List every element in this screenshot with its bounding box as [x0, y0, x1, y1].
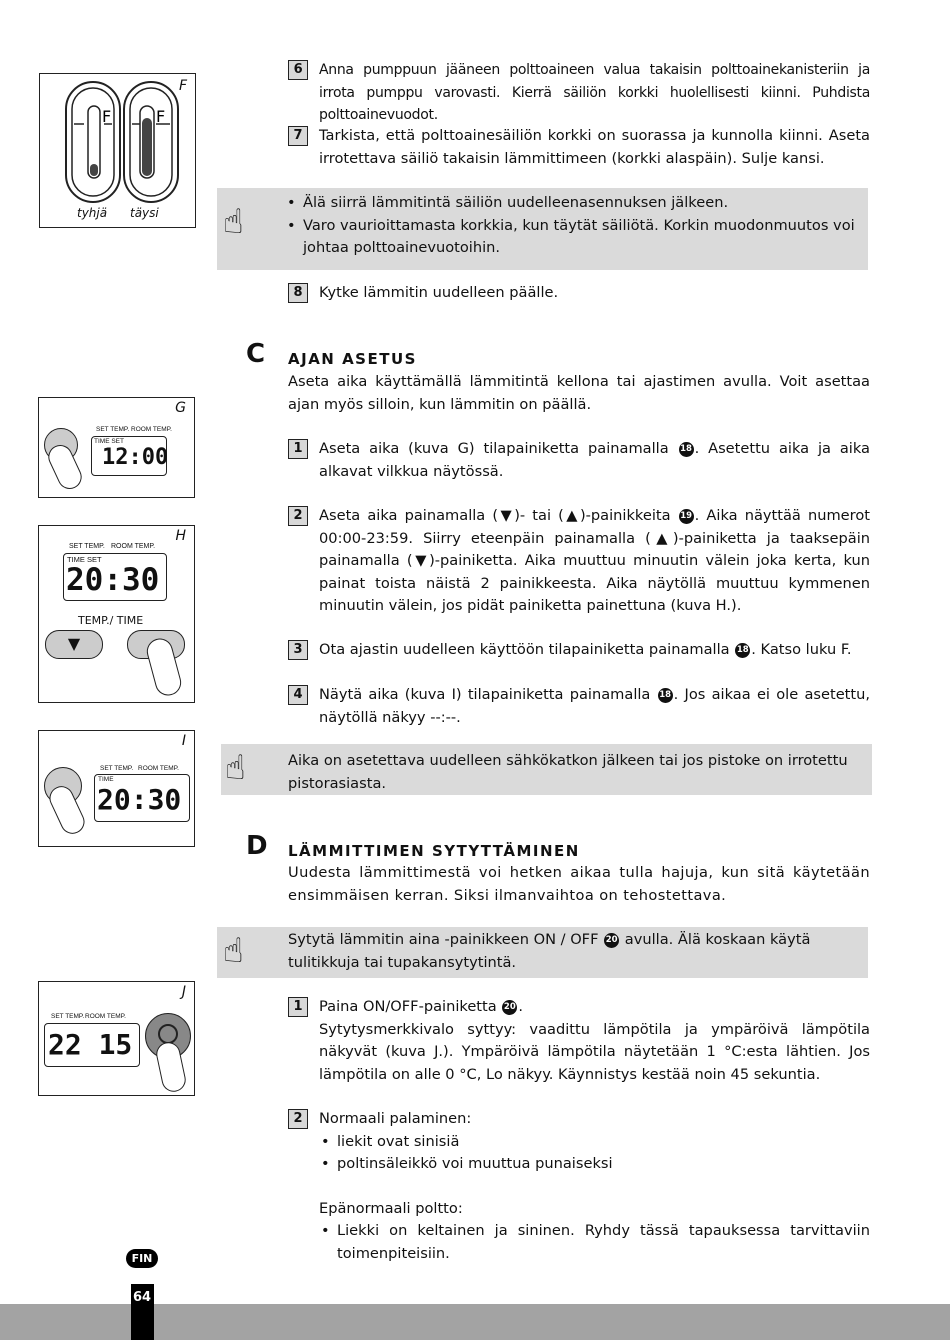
finger-icon — [46, 782, 89, 837]
figure-label: J — [181, 984, 186, 1000]
step-d2 — [288, 1108, 870, 1265]
warning-note — [217, 188, 868, 270]
abnormal-list — [319, 1220, 870, 1265]
step-text: . Jos aikaa ei ole asetettu, näytöllä näkyy --:--. — [319, 686, 871, 726]
figure-i — [38, 730, 195, 847]
finger-icon — [44, 441, 85, 493]
section-intro: Uudesta lämmittimestä voi hetken aikaa tulla hajuja, kun sitä käytetään ensimmäisen kerran. Siksi ilmanvaihtoa on tehostettava. — [288, 864, 870, 904]
set-temp-label: SET TEMP. — [69, 543, 105, 550]
fuel-gauge-illustration — [58, 76, 188, 204]
room-temp-label: ROOM TEMP. — [85, 1013, 126, 1020]
button-18-icon: 18 — [679, 442, 694, 457]
svg-text:F: F — [156, 107, 166, 126]
step-text: Näytä aika (kuva I) tilapainiketta painamalla — [319, 686, 657, 703]
step-8 — [288, 282, 870, 305]
step-number: 2 — [288, 506, 308, 526]
page-number: 64 — [133, 1290, 152, 1305]
step-text: Aseta aika (kuva G) tilapainiketta painamalla — [319, 440, 678, 457]
abnormal-title: Epänormaali poltto: — [319, 1199, 463, 1217]
note-text: Aika on asetettava uudelleen sähkökatkon jälkeen tai jos pistoke on irrotettu pistorasiasta. — [288, 752, 848, 792]
step-text: Tarkista, että polttoainesäiliön korkki on suorassa ja kunnolla kiinni. Aseta irrotettava säiliö takaisin lämmittimeen (korkki alaspäin). Sulje kansi. — [319, 127, 870, 167]
figure-label: H — [175, 528, 186, 544]
full-label: täysi — [130, 206, 159, 220]
list-item: • Liekki on keltainen ja sininen. Ryhdy tässä tapauksessa tarvittaviin toimenpiteisiin. — [319, 1220, 870, 1265]
step-text: . Katso luku F. — [751, 641, 852, 658]
normal-list — [319, 1131, 870, 1176]
step-d1: 1 Paina ON/OFF-painiketta 20 . Sytytysmerkkivalo syttyy: vaadittu lämpötila ja ympäröivä lämpötila näkyvät (kuva J.). Ympäröivä lämpötila näytetään 1 °C:esta lähtien. Jos lämpötila on alle 0 °C, Lo näkyy. Käynnistys kestää noin 45 sekuntia. — [288, 996, 870, 1086]
svg-text:F: F — [102, 107, 112, 126]
figure-label: I — [181, 733, 186, 749]
step-text: Ota ajastin uudelleen käyttöön tilapainiketta painamalla — [319, 641, 735, 658]
room-temp-label: ROOM TEMP. — [138, 765, 179, 772]
step-number: 2 — [288, 1109, 308, 1129]
button-18-icon: 18 — [735, 643, 750, 658]
step-number: 1 — [288, 997, 308, 1017]
step-number: 3 — [288, 640, 308, 660]
step-text: Anna pumppuun jääneen polttoaineen valua takaisin polttoainekanisteriin ja irrota pumppu varovasti. Kierrä säiliön korkki huolellisesti kiinni. Puhdista polttoainevuodot. — [319, 62, 870, 123]
set-temp-label: SET TEMP. — [96, 426, 130, 433]
step-text: Normaali palaminen: — [319, 1110, 472, 1127]
temp-time-label: TEMP./ TIME — [78, 614, 144, 627]
list-item: • Varo vaurioittamasta korkkia, kun täytät säiliötä. Korkin muodonmuutos voi johtaa polttoainevuotoihin. — [285, 215, 863, 260]
button-19-icon: 19 — [679, 509, 694, 524]
figure-label: F — [178, 78, 187, 94]
figure-j — [38, 981, 195, 1096]
step-text: Kytke lämmitin uudelleen päälle. — [319, 284, 559, 301]
display-screen — [91, 436, 167, 476]
step-c2 — [288, 505, 870, 618]
step-c3 — [288, 639, 870, 662]
temperature-display: 22 15 — [48, 1028, 133, 1061]
list-item: • poltinsäleikkö voi muuttua punaiseksi — [319, 1153, 870, 1176]
figure-label: G — [175, 400, 186, 416]
step-number: 8 — [288, 283, 308, 303]
section-intro: Aseta aika käyttämällä lämmitintä kellona tai ajastimen avulla. Voit asettaa ajan myös silloin, kun lämmitin on päällä. — [288, 373, 870, 413]
info-note — [221, 744, 872, 795]
step-body: Sytytysmerkkivalo syttyy: vaadittu lämpötila ja ympäröivä lämpötila näkyvät (kuva J.). Ympäröivä lämpötila näytetään 1 °C:esta lähtien. Jos lämpötila on alle 0 °C, Lo näkyy. Käynnistys kestää noin 45 sekuntia. — [319, 1020, 870, 1083]
step-text: . Aika näyttää numerot 00:00-23:59. Siirry eteenpäin painamalla (▲)-painiketta ja taaksepäin painamalla (▼)-painiketta. Aika muuttuu minuutin välein joka kerta, kun painat toista näistä 2 painikkeesta. Aika näytöllä muuttuu kymmenen minuutin välein, jos pidät painiketta painettuna (kuva H.). — [319, 507, 870, 614]
step-number: 1 — [288, 439, 308, 459]
figure-h — [38, 525, 195, 703]
list-item: • Älä siirrä lämmitintä säiliön uudelleenasennuksen jälkeen. — [285, 192, 863, 215]
note-text: Sytytä lämmitin aina -painikkeen ON / OFF 20 avulla. Älä koskaan käytä tulitikkuja tai tupakansytytintä. — [288, 931, 811, 971]
power-icon — [158, 1024, 178, 1044]
step-number: 4 — [288, 685, 308, 705]
button-20-icon: 20 — [502, 1000, 517, 1015]
step-6 — [288, 59, 870, 127]
figure-g — [38, 397, 195, 498]
hand-pointer-icon: ☝ — [223, 202, 244, 242]
display-screen — [94, 774, 190, 822]
step-c1 — [288, 438, 870, 483]
section-letter: D — [246, 831, 268, 861]
button-18-icon: 18 — [658, 688, 673, 703]
time-label: TIME — [98, 776, 114, 783]
section-title: LÄMMITTIMEN SYTYTTÄMINEN — [288, 842, 580, 860]
time-display: 20:30 — [97, 783, 182, 816]
language-badge: FIN — [126, 1249, 158, 1268]
section-letter: C — [246, 339, 266, 369]
empty-label: tyhjä — [77, 206, 108, 220]
room-temp-label: ROOM TEMP. — [111, 543, 156, 550]
display-screen — [63, 553, 167, 601]
figure-f — [39, 73, 196, 228]
warning-list — [285, 192, 863, 260]
step-7 — [288, 125, 870, 170]
spacer — [319, 1176, 870, 1198]
info-note — [217, 927, 868, 978]
step-number: 7 — [288, 126, 308, 146]
step-text: Aseta aika painamalla (▼)- tai (▲)-painikkeita — [319, 507, 678, 524]
step-text: . Asetettu aika ja aika alkavat vilkkua näytössä. — [319, 440, 871, 480]
set-temp-label: SET TEMP. — [100, 765, 134, 772]
hand-pointer-icon: ☝ — [225, 748, 246, 788]
section-title: AJAN ASETUS — [288, 350, 417, 368]
button-20-icon: 20 — [604, 933, 619, 948]
time-set-label: TIME SET — [94, 438, 124, 445]
time-set-label: TIME SET — [67, 555, 102, 564]
display-screen — [44, 1023, 140, 1067]
time-display: 12:00 — [102, 445, 169, 470]
hand-pointer-icon: ☝ — [223, 931, 244, 971]
step-c4 — [288, 684, 870, 729]
step-text: Paina ON/OFF-painiketta — [319, 998, 502, 1015]
list-item: • liekit ovat sinisiä — [319, 1131, 870, 1154]
time-display: 20:30 — [66, 562, 160, 598]
step-number: 6 — [288, 60, 308, 80]
set-temp-label: SET TEMP. — [51, 1013, 85, 1020]
room-temp-label: ROOM TEMP. — [131, 426, 172, 433]
down-button: ▼ — [45, 630, 103, 659]
